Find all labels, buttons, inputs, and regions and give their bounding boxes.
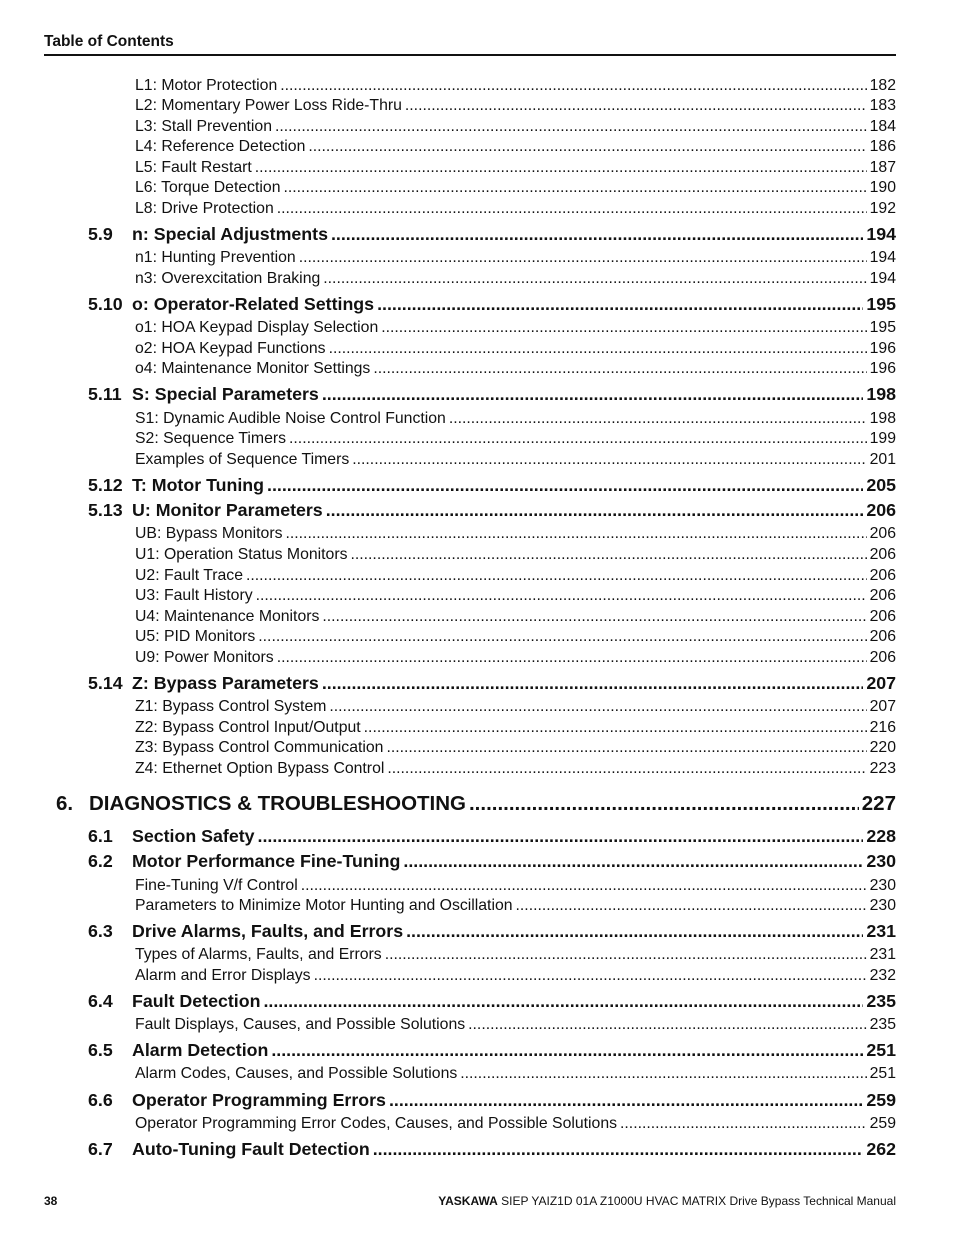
- toc-page-number: 206: [869, 649, 896, 666]
- toc-entry-text: o4: Maintenance Monitor Settings: [135, 360, 371, 377]
- toc-entry-number: 5.14: [88, 673, 123, 693]
- toc-entry-text: U2: Fault Trace: [135, 567, 243, 584]
- toc-entry-text: Z3: Bypass Control Communication: [135, 739, 384, 756]
- toc-subentry[interactable]: [135, 318, 896, 338]
- toc-page-number: 206: [869, 587, 896, 604]
- toc-section[interactable]: [88, 1089, 896, 1111]
- toc-entry-title: [135, 1064, 457, 1084]
- toc-entry-text: Parameters to Minimize Motor Hunting and Oscillation: [135, 897, 513, 914]
- toc-subentry[interactable]: [135, 409, 896, 429]
- toc-entry-number: 5.9: [88, 224, 113, 244]
- toc-entry-text: Section Safety: [132, 826, 255, 846]
- toc-section[interactable]: [88, 223, 896, 245]
- toc-entry-title: [135, 269, 320, 289]
- toc-entry-text: Alarm Codes, Causes, and Possible Solutions: [135, 1065, 458, 1082]
- page-header-title: Table of Contents: [44, 33, 174, 50]
- toc-entry-text: Z1: Bypass Control System: [135, 698, 327, 715]
- toc-subentry[interactable]: [135, 738, 896, 758]
- dot-leader: [406, 920, 863, 942]
- toc-entry-text: S: Special Parameters: [132, 384, 319, 404]
- toc-entry-text: o: Operator-Related Settings: [132, 294, 375, 314]
- toc-entry-number: 6.5: [88, 1040, 113, 1060]
- toc-page-number: 235: [866, 991, 896, 1011]
- toc-entry-title: [135, 697, 326, 717]
- toc-page-number: 201: [869, 451, 896, 468]
- dot-leader: [277, 648, 867, 668]
- toc-entry-title: [135, 117, 272, 137]
- dot-leader: [403, 850, 863, 872]
- toc-entry-title: [135, 450, 349, 470]
- toc-section[interactable]: [88, 1138, 896, 1160]
- toc-entry-number: 5.13: [88, 500, 123, 520]
- toc-page-number: 206: [869, 525, 896, 542]
- toc-entry-title: [135, 566, 243, 586]
- footer-manual-title: [438, 1194, 896, 1208]
- toc-subentry[interactable]: [135, 137, 896, 157]
- toc-entry-text: U: Monitor Parameters: [132, 500, 323, 520]
- toc-entry-number: 6.4: [88, 991, 113, 1011]
- toc-entry-title: [135, 1015, 465, 1035]
- toc-entry-text: T: Motor Tuning: [132, 475, 264, 495]
- toc-subentry[interactable]: [135, 566, 896, 586]
- toc-entry-text: n3: Overexcitation Braking: [135, 270, 321, 287]
- toc-page-number: 230: [866, 851, 896, 871]
- toc-entry-title: [135, 137, 305, 157]
- dot-leader: [329, 697, 866, 717]
- toc-page-number: 190: [869, 179, 896, 196]
- toc-entry-text: U1: Operation Status Monitors: [135, 546, 348, 563]
- toc-page-number: 206: [866, 500, 896, 520]
- toc-entry-title: [135, 339, 326, 359]
- toc-entry-title: [135, 524, 283, 544]
- toc-entry-number: 6.: [56, 792, 74, 815]
- dot-leader: [246, 566, 867, 586]
- toc-entry-title: [88, 1089, 386, 1111]
- toc-entry-title: [88, 1039, 268, 1061]
- dot-leader: [387, 759, 866, 779]
- dot-leader: [386, 738, 866, 758]
- toc-entry-title: [135, 738, 383, 758]
- toc-entry-title: [135, 248, 296, 268]
- toc-entry-title: [135, 607, 319, 627]
- dot-leader: [277, 199, 867, 219]
- toc-entry-text: Alarm Detection: [132, 1040, 269, 1060]
- toc-page-number: 198: [866, 384, 896, 404]
- toc-entry-number: 5.12: [88, 475, 123, 495]
- toc-subentry[interactable]: [135, 759, 896, 779]
- toc-page-number: 187: [869, 159, 896, 176]
- dot-leader: [377, 293, 863, 315]
- toc-entry-title: [135, 76, 277, 96]
- toc-entry-text: n: Special Adjustments: [132, 224, 328, 244]
- toc-entry-title: [135, 199, 274, 219]
- header-rule: [44, 54, 896, 56]
- toc-entry-title: [88, 850, 400, 872]
- toc-page-number: 205: [866, 475, 896, 495]
- toc-entry-text: S1: Dynamic Audible Noise Control Function: [135, 410, 446, 427]
- toc-entry-title: [88, 672, 319, 694]
- toc-entry-text: n1: Hunting Prevention: [135, 249, 296, 266]
- page-number: 38: [44, 1194, 58, 1208]
- toc-page-number: 206: [869, 628, 896, 645]
- toc-entry-text: U4: Maintenance Monitors: [135, 608, 320, 625]
- toc-entry-text: Types of Alarms, Faults, and Errors: [135, 946, 382, 963]
- dot-leader: [258, 627, 866, 647]
- toc-page-number: 251: [869, 1065, 896, 1082]
- toc-subentry[interactable]: [135, 199, 896, 219]
- toc-entry-title: [88, 825, 255, 847]
- dot-leader: [286, 524, 867, 544]
- toc-subentry[interactable]: [135, 718, 896, 738]
- toc-entry-text: Z: Bypass Parameters: [132, 673, 319, 693]
- dot-leader: [323, 269, 866, 289]
- toc-entry-title: [135, 1114, 617, 1134]
- toc-subentry[interactable]: [135, 450, 896, 470]
- toc-page-number: 192: [869, 200, 896, 217]
- toc-subentry[interactable]: [135, 648, 896, 668]
- toc-page-number: 196: [869, 360, 896, 377]
- toc-subentry[interactable]: [135, 607, 896, 627]
- toc-page-number: 220: [869, 739, 896, 756]
- dot-leader: [326, 499, 864, 521]
- toc-entry-title: [135, 586, 253, 606]
- toc-entry-title: [135, 178, 281, 198]
- toc-entry-text: DIAGNOSTICS & TROUBLESHOOTING: [89, 792, 466, 815]
- toc-page-number: 194: [869, 270, 896, 287]
- toc-entry-title: [135, 759, 384, 779]
- toc-page-number: 183: [869, 97, 896, 114]
- toc-entry-number: 6.6: [88, 1090, 113, 1110]
- toc-entry-title: [56, 791, 466, 817]
- toc-entry-number: 6.3: [88, 921, 113, 941]
- toc-subentry[interactable]: [135, 117, 896, 137]
- toc-section[interactable]: [88, 293, 896, 315]
- toc-page-number: 223: [869, 760, 896, 777]
- toc-entry-number: 6.1: [88, 826, 113, 846]
- toc-page-number: 199: [869, 430, 896, 447]
- dot-leader: [322, 672, 864, 694]
- toc-entry-text: Examples of Sequence Timers: [135, 451, 350, 468]
- toc-entry-title: [135, 158, 252, 178]
- toc-page-number: 207: [866, 673, 896, 693]
- dot-leader: [468, 1015, 866, 1035]
- toc-subentry[interactable]: [135, 966, 896, 986]
- toc-page-number: 206: [869, 546, 896, 563]
- dot-leader: [258, 825, 864, 847]
- toc-page-number: 195: [869, 319, 896, 336]
- toc-section[interactable]: [88, 920, 896, 942]
- toc-page-number: 231: [866, 921, 896, 941]
- toc-section[interactable]: [88, 383, 896, 405]
- toc-subentry[interactable]: [135, 896, 896, 916]
- toc-page-number: 198: [869, 410, 896, 427]
- dot-leader: [352, 450, 866, 470]
- toc-page-number: 259: [866, 1090, 896, 1110]
- dot-leader: [263, 990, 863, 1012]
- toc-subentry[interactable]: [135, 1064, 896, 1084]
- dot-leader: [389, 1089, 863, 1111]
- toc-entry-title: [135, 945, 382, 965]
- dot-leader: [405, 96, 867, 116]
- toc-entry-text: Alarm and Error Displays: [135, 967, 311, 984]
- toc-entry-text: Z4: Ethernet Option Bypass Control: [135, 760, 385, 777]
- toc-entry-title: [88, 1138, 370, 1160]
- toc-entry-number: 5.10: [88, 294, 123, 314]
- toc-page-number: 227: [861, 792, 896, 815]
- dot-leader: [469, 791, 859, 817]
- toc-entry-text: Operator Programming Error Codes, Causes, and Possible Solutions: [135, 1115, 618, 1132]
- toc-entry-title: [88, 383, 319, 405]
- toc-subentry[interactable]: [135, 339, 896, 359]
- toc-page-number: 235: [869, 1016, 896, 1033]
- toc-subentry[interactable]: [135, 586, 896, 606]
- dot-leader: [322, 607, 866, 627]
- toc-subentry[interactable]: [135, 545, 896, 565]
- toc-subentry[interactable]: [135, 359, 896, 379]
- toc-entry-text: L8: Drive Protection: [135, 200, 274, 217]
- dot-leader: [329, 339, 867, 359]
- dot-leader: [289, 429, 867, 449]
- toc-entry-text: U9: Power Monitors: [135, 649, 274, 666]
- toc-subentry[interactable]: [135, 1114, 896, 1134]
- toc-entry-title: [135, 648, 274, 668]
- toc-chapter[interactable]: [56, 791, 896, 817]
- dot-leader: [301, 876, 867, 896]
- toc-page-number: 184: [869, 118, 896, 135]
- toc-subentry[interactable]: [135, 1015, 896, 1035]
- toc-entry-title: [88, 293, 374, 315]
- toc-entry-title: [88, 474, 264, 496]
- dot-leader: [385, 945, 867, 965]
- toc-section[interactable]: [88, 672, 896, 694]
- dot-leader: [299, 248, 867, 268]
- toc-entry-title: [135, 966, 311, 986]
- toc-page-number: 228: [866, 826, 896, 846]
- dot-leader: [255, 158, 867, 178]
- toc-entry-text: S2: Sequence Timers: [135, 430, 287, 447]
- toc-entry-text: Motor Performance Fine-Tuning: [132, 851, 401, 871]
- toc-subentry[interactable]: [135, 269, 896, 289]
- toc-entry-title: [135, 318, 378, 338]
- dot-leader: [350, 545, 866, 565]
- dot-leader: [460, 1064, 866, 1084]
- toc-page-number: 231: [869, 946, 896, 963]
- toc-entry-number: 6.2: [88, 851, 113, 871]
- toc-entry-title: [135, 429, 286, 449]
- dot-leader: [364, 718, 867, 738]
- toc-entry-text: L6: Torque Detection: [135, 179, 281, 196]
- toc-entry-text: L5: Fault Restart: [135, 159, 252, 176]
- toc-entry-text: U5: PID Monitors: [135, 628, 256, 645]
- toc-page-number: 196: [869, 340, 896, 357]
- dot-leader: [373, 359, 866, 379]
- toc-subentry[interactable]: [135, 178, 896, 198]
- dot-leader: [284, 178, 867, 198]
- toc-page-number: 232: [869, 967, 896, 984]
- toc-page-number: 251: [866, 1040, 896, 1060]
- toc-page-number: 207: [869, 698, 896, 715]
- dot-leader: [381, 318, 866, 338]
- toc-entry-text: L1: Motor Protection: [135, 77, 278, 94]
- toc-entry-text: Operator Programming Errors: [132, 1090, 386, 1110]
- toc-section[interactable]: [88, 1039, 896, 1061]
- toc-entry-title: [88, 990, 260, 1012]
- dot-leader: [280, 76, 866, 96]
- toc-subentry[interactable]: [135, 524, 896, 544]
- toc-subentry[interactable]: [135, 429, 896, 449]
- toc-entry-text: L4: Reference Detection: [135, 138, 306, 155]
- toc-entry-text: Drive Alarms, Faults, and Errors: [132, 921, 404, 941]
- toc-subentry[interactable]: [135, 76, 896, 96]
- toc-entry-title: [135, 876, 298, 896]
- toc-page-number: 259: [869, 1115, 896, 1132]
- toc-entry-text: L2: Momentary Power Loss Ride-Thru: [135, 97, 402, 114]
- toc-subentry[interactable]: [135, 945, 896, 965]
- toc-entry-title: [88, 223, 328, 245]
- toc-entry-title: [135, 409, 446, 429]
- toc-entry-number: 6.7: [88, 1139, 113, 1159]
- toc-entry-text: Fault Displays, Causes, and Possible Solutions: [135, 1016, 466, 1033]
- toc-subentry[interactable]: [135, 248, 896, 268]
- toc-page-number: 262: [866, 1139, 896, 1159]
- toc-entry-text: o1: HOA Keypad Display Selection: [135, 319, 379, 336]
- toc-subentry[interactable]: [135, 697, 896, 717]
- toc-page-number: 206: [869, 608, 896, 625]
- toc-entry-text: L3: Stall Prevention: [135, 118, 272, 135]
- toc-page-number: 194: [869, 249, 896, 266]
- dot-leader: [256, 586, 867, 606]
- toc-subentry[interactable]: [135, 627, 896, 647]
- toc-subentry[interactable]: [135, 96, 896, 116]
- dot-leader: [271, 1039, 863, 1061]
- dot-leader: [620, 1114, 867, 1134]
- dot-leader: [314, 966, 867, 986]
- toc-entry-text: o2: HOA Keypad Functions: [135, 340, 326, 357]
- toc-page-number: 230: [869, 897, 896, 914]
- toc-entry-text: Fault Detection: [132, 991, 261, 1011]
- dot-leader: [449, 409, 867, 429]
- toc-entry-title: [135, 545, 347, 565]
- toc-page-number: 206: [869, 567, 896, 584]
- dot-leader: [322, 383, 864, 405]
- toc-section[interactable]: [88, 474, 896, 496]
- toc-entry-text: Fine-Tuning V/f Control: [135, 877, 298, 894]
- dot-leader: [516, 896, 867, 916]
- toc-entry-text: UB: Bypass Monitors: [135, 525, 283, 542]
- dot-leader: [275, 117, 867, 137]
- toc-entry-title: [135, 359, 370, 379]
- toc-entry-title: [135, 96, 402, 116]
- toc-page-number: 182: [869, 77, 896, 94]
- toc-entry-number: 5.11: [88, 384, 122, 404]
- toc-page-number: 216: [869, 719, 896, 736]
- toc-entry-text: Z2: Bypass Control Input/Output: [135, 719, 361, 736]
- toc-page-number: 230: [869, 877, 896, 894]
- toc-entry-title: [135, 718, 361, 738]
- toc-entry-title: [135, 627, 255, 647]
- toc-entry-title: [135, 896, 513, 916]
- dot-leader: [331, 223, 863, 245]
- toc-page-number: 195: [866, 294, 896, 314]
- toc-page-number: 194: [866, 224, 896, 244]
- toc-section[interactable]: [88, 850, 896, 872]
- toc-section[interactable]: [88, 825, 896, 847]
- toc-entry-text: U3: Fault History: [135, 587, 253, 604]
- toc-entry-title: [88, 499, 323, 521]
- toc-subentry[interactable]: [135, 876, 896, 896]
- toc-section[interactable]: [88, 990, 896, 1012]
- toc-entry-text: Auto-Tuning Fault Detection: [132, 1139, 370, 1159]
- dot-leader: [267, 474, 863, 496]
- dot-leader: [308, 137, 866, 157]
- toc-subentry[interactable]: [135, 158, 896, 178]
- dot-leader: [373, 1138, 864, 1160]
- toc-section[interactable]: [88, 499, 896, 521]
- footer-brand: YASKAWA: [438, 1194, 498, 1208]
- toc-page-number: 186: [869, 138, 896, 155]
- footer-manual-name: SIEP YAIZ1D 01A Z1000U HVAC MATRIX Drive Bypass Technical Manual: [501, 1194, 896, 1208]
- toc-entry-title: [88, 920, 403, 942]
